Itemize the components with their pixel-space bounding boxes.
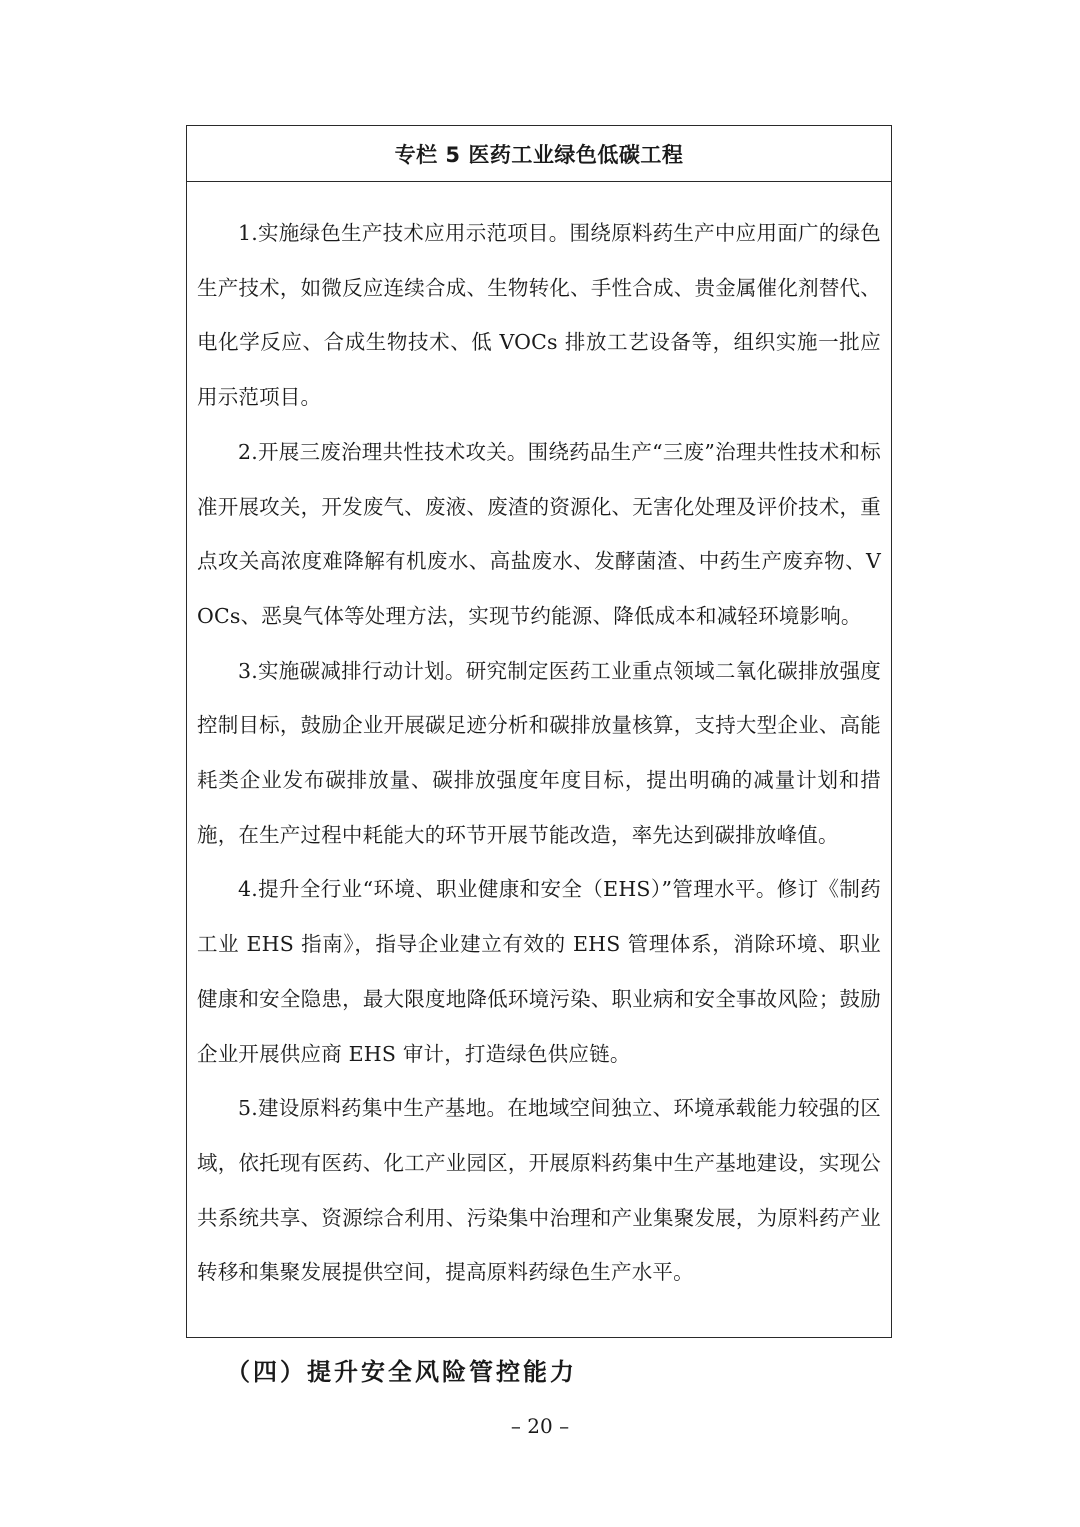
paragraph-1: 1.实施绿色生产技术应用示范项目。围绕原料药生产中应用面广的绿色生产技术，如微反应连续合成、生物转化、手性合成、贵金属催化剂替代、电化学反应、合成生物技术、低 VOCs 排放工艺设备等，组织实施一批应用示范项目。 (197, 221, 881, 410)
column-box (186, 125, 892, 1338)
paragraph-3: 3.实施碳减排行动计划。研究制定医药工业重点领域二氧化碳排放强度控制目标，鼓励企业开展碳足迹分析和碳排放量核算，支持大型企业、高能耗类企业发布碳排放量、碳排放强度年度目标，提出明确的减量计划和措施，在生产过程中耗能大的环节开展节能改造，率先达到碳排放峰值。 (197, 658, 881, 847)
column-body (187, 182, 891, 1300)
paragraph-5: 5.建设原料药集中生产基地。在地域空间独立、环境承载能力较强的区域，依托现有医药、化工产业园区，开展原料药集中生产基地建设，实现公共系统共享、资源综合利用、污染集中治理和产业集聚发展，为原料药产业转移和集聚发展提供空间，提高原料药绿色生产水平。 (197, 1096, 881, 1285)
paragraph-2: 2.开展三废治理共性技术攻关。围绕药品生产“三废”治理共性技术和标准开展攻关，开发废气、废液、废渣的资源化、无害化处理及评价技术，重点攻关高浓度难降解有机废水、高盐废水、发酵菌渣、中药生产废弃物、VOCs、恶臭气体等处理方法，实现节约能源、降低成本和减轻环境影响。 (197, 439, 881, 628)
column-title: 专栏 5 医药工业绿色低碳工程 (187, 126, 891, 182)
page-number: – 20 – (510, 1414, 570, 1438)
section-heading: （四）提升安全风险管控能力 (226, 1358, 577, 1386)
paragraph-4: 4.提升全行业“环境、职业健康和安全（EHS）”管理水平。修订《制药工业 EHS 指南》，指导企业建立有效的 EHS 管理体系，消除环境、职业健康和安全隐患，最大限度地降低环境污染、职业病和安全事故风险；鼓励企业开展供应商 EHS 审计，打造绿色供应链。 (197, 877, 881, 1066)
